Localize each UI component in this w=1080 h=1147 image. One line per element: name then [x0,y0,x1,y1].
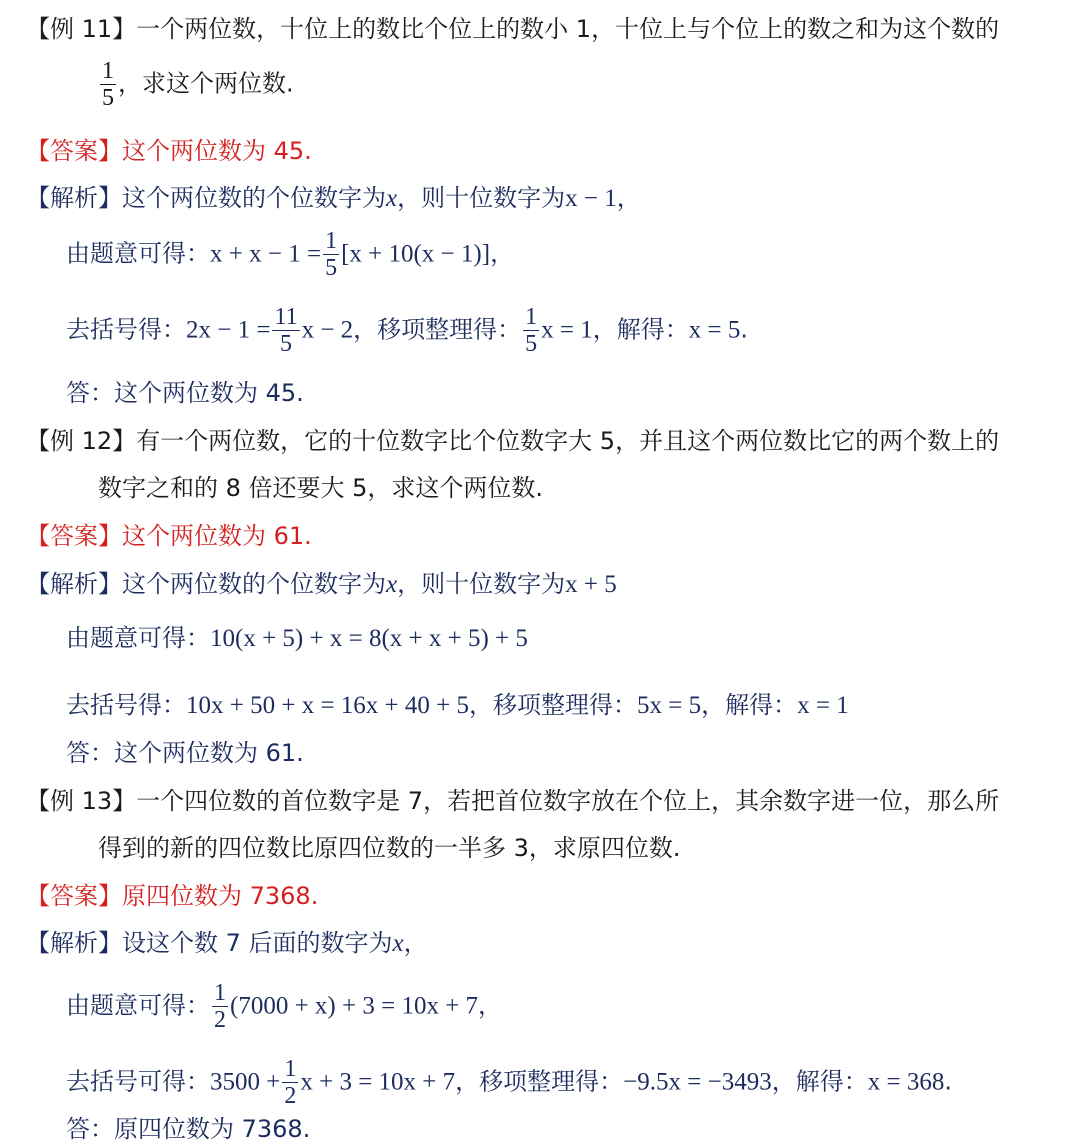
ex11-step2: 去括号得：2x − 1 = $\frac{11}{5}$ x − 2，移项整理得： $\frac{1}{5}$ x = 1，解得：x = 5. [66,304,749,357]
ex12-conclusion: 答：这个两位数为 61. [66,739,304,767]
ex12-answer: 【答案】这个两位数为 61. [26,522,312,550]
ex13-question-line2: 得到的新的四位数比原四位数的一半多 3，求原四位数. [98,834,681,862]
ex13-label: 【例 13】 [26,787,137,815]
ex11-question-line2: $\frac{1}{5}$ ，求这个两位数. [102,58,294,111]
ex11-step1: 由题意可得：x + x − 1 = $\frac{1}{5}$ [x + 10(x − 1)]， [66,228,515,281]
ex12-step2: 去括号得：10x + 50 + x = 16x + 40 + 5，移项整理得：5x = 5，解得：x = 1 [66,691,849,719]
ex11-conclusion: 答：这个两位数为 45. [66,379,304,407]
fraction: $\frac{1}{2}$ [284,1056,297,1109]
ex13-question-line1: 【例 13】一个四位数的首位数字是 7，若把首位数字放在个位上，其余数字进一位，那么所 [26,787,1000,815]
answer-label: 【答案】 [26,522,122,550]
ex12-question-line2: 数字之和的 8 倍还要大 5，求这个两位数. [98,474,544,502]
ex12-analysis: 【解析】这个两位数的个位数字为x，则十位数字为x + 5 [26,570,617,598]
fraction: $\frac{1}{5}$ [102,58,114,111]
ex13-step1: 由题意可得： $\frac{1}{2}$ (7000 + x) + 3 = 10x + 7， [66,980,503,1033]
ex13-step2: 去括号可得：3500 + $\frac{1}{2}$ x + 3 = 10x + 7，移项整理得：−9.5x = −3493，解得：x = 368. [66,1056,952,1109]
analysis-label: 【解析】 [26,570,122,598]
answer-label: 【答案】 [26,882,122,910]
ex11-analysis: 【解析】这个两位数的个位数字为x，则十位数字为x − 1， [26,184,641,212]
ex13-answer: 【答案】原四位数为 7368. [26,882,319,910]
analysis-label: 【解析】 [26,184,122,212]
fraction: $\frac{1}{5}$ [525,304,538,357]
analysis-label: 【解析】 [26,929,122,957]
fraction: $\frac{1}{5}$ [325,228,338,281]
ex12-step1: 由题意可得：10(x + 5) + x = 8(x + x + 5) + 5 [66,624,528,652]
ex12-question-line1: 【例 12】有一个两位数，它的十位数字比个位数字大 5，并且这个两位数比它的两个数上的 [26,427,1000,455]
answer-label: 【答案】 [26,137,122,165]
ex11-question-line1: 【例 11】一个两位数，十位上的数比个位上的数小 1，十位上与个位上的数之和为这个数的 [26,15,1000,43]
ex13-conclusion: 答：原四位数为 7368. [66,1115,311,1143]
fraction: $\frac{1}{2}$ [214,980,226,1033]
ex11-answer: 【答案】这个两位数为 45. [26,137,312,165]
ex11-label: 【例 11】 [26,15,137,43]
ex12-label: 【例 12】 [26,427,137,455]
fraction: $\frac{11}{5}$ [274,304,298,357]
ex13-analysis: 【解析】设这个数 7 后面的数字为x， [26,929,428,957]
